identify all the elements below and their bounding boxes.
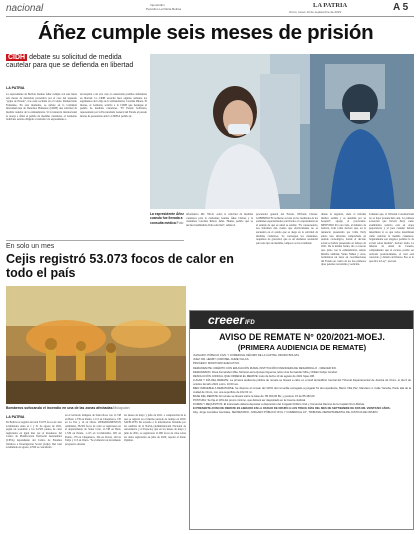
second-photo-caption (6, 406, 186, 410)
second-kicker: En solo un mes (6, 243, 55, 250)
second-photo (6, 286, 186, 404)
notice-line: El PRESENTE AVISO DE REMATE ES LIBRADO EN LA CIUDAD DE ORURO A LOS TRECE DÍAS DEL MES DE SEPTIEMBRE DE DOS MIL VEINTIUNO AÑOS. (193, 407, 391, 411)
main-caption-text: La expresidente Áñez cuando fue llevada a consulta médica (150, 212, 184, 225)
notice-logo-suffix: IFD (245, 320, 255, 326)
second-caption-text: Bomberos sofocando el incendio en una de las zonas afectadas (6, 406, 113, 410)
main-col-1 (6, 93, 77, 122)
main-col-6-text: Lamentó que, el Tribunal Constitucional no se haya pronunciado aún. La primera acusación que Devoli Patty como asambleísta todavía está en etapa preparatoria y el juez cautelar deberá determinar si es que todos determinan cómo solicitar la medida cautelares. Seguramente son alegatos pedidos la de acción sobre medida", declaró Lima. La defensa de Alain de Canedo, complementó que el recurso podría ser revisado posteriormente, el cual será conocido, y debería archivarse. Eso es lo que dice la Ley", aseveró. (369, 213, 414, 263)
main-col-5 (321, 213, 366, 267)
notice-subtitle: (PRIMERA AUDIENCIA DE REMATE) (237, 343, 367, 352)
notice-title: AVISO DE REMATE N° 020/2021-MOEJ. (219, 332, 385, 342)
notice-line: RESOLUCIÓN JUDICIAL QUE ORDENA EL REMATE: Auto de fecha 13 de agosto de 2021 fojas 108. (193, 374, 315, 378)
second-col-2 (65, 414, 121, 446)
second-col-1 (6, 421, 62, 450)
main-kicker (6, 54, 146, 71)
main-col-3-text: informativo MC 782-21 sobre la solicitud de medidas cautelares para la ciudadana Jeanine Áñez Chávez y la ciudadana Carolina Ribera Áñez. Hemos pedido que se declare inadmisible dicha solicitud", señaló el (186, 213, 253, 227)
second-col-1-text: En Bolivia se registró un total 53.073 focos de calor acumulados entre el 1 y 31 de agosto de 2021, según un sostenido a los 24.565 puntos de calor registrados en igual mes por el monitoreo del Centro de Planificación Territorial Autonómica (CPTA) dependiente del Centro de Estudios Jurídicos e Investigación Social (Cejis). Del total acumulado en agosto, 9.590 se concentran (6, 421, 62, 450)
notice-line: JUEZ: DR. HENRY CORONEL JAIME VILLCA. (193, 358, 250, 362)
second-caption-credit: /Mulapulan (112, 406, 130, 410)
notice-line: DEMANDANTE: CRÉDITO CON EDUCACIÓN RURAL INSTITUCIÓN FINANCIERA DE DESARROLLO - CRECER IFD. (193, 366, 337, 370)
second-col-2-text: en el territorio indígena de Santa Rosa con 11.748 en Beni, 1.539 en Pando, 1.115 en Chuquisaca, 130 en La Paz y 14 en Oruro. DEPARTAMENTOS Asimismo, 38.302 focos de calor se registraron en el departamento de Santa Cruz, 11.748 en Beni, 1.539 en Pando, 1.115 en Cochabamba, 495 en Pando, 178 en Chuquisaca, 164 en Potosí, 140 en Tarija y 113 en Oruro. "Se evidenció un incremento progresivo durante (65, 414, 121, 446)
section-label: nacional (6, 3, 44, 14)
main-col-4-text: procurador general del Estado, Wilfredo Chávez. GOBIERNO El Gobierno se basa en los resultados de los exámenes especializados practicados a la expresidenta en el sentido de que su salud es estable. "Es consecuencia, nos informan dan cuenta que efectivamente no se encuentra en el estado que se alega en la solicitud de medidas cautelares. Se convergen los elementos, requisitos de gravedad, que es un elemento sustancial para este tipo de medidas, tampoco se ha acreditado (256, 213, 318, 245)
second-byline: LA PATRIA (6, 415, 25, 419)
notice-line: Abg. Jorge Gonzáles Gonzáles, SECRETARIO, JUZGADO PÚBLICO CIVIL Y COMERCIAL 10°, TRIBUNAL DEPARTAMENTAL DE JUSTICIA DE ORURO. (193, 411, 379, 415)
main-col-4 (256, 213, 318, 245)
main-col-3 (186, 213, 253, 227)
main-col-5-text: ditado la urgencia, dado el informe médico estable y es atendida por su hospital", agregó el procurador. MINISTRO Por otro lado, el ministro de Justicia, Iván Lima declaró que, en la denuncia presentada por Lidia Patty existe una situación comprobada en sentido cronológico, donde el decreto actual se habría presentado en febrero de 2021. De la misma forma, dio a conocer que, junto con la exmandataria, Arturo Murillo también, Yerko Núñez y otras, formularon un tenor en coordinaciones del Estado en contra de los dos primeros tipos penales: terrorismo y sedición. (321, 213, 366, 267)
main-byline: LA PATRIA (6, 86, 25, 90)
cidh-tag: CIDH (8, 54, 26, 61)
main-col-1-text: La expresidente de Bolivia Jeanine Áñez cumple con este lunes seis meses de detención preventiva por el caso del supuesto "golpe de Estado", tras estar recluida en el Centro Penitenciario Femenino. En este momento, se debate en la Comisión Interamericana de Derechos Humanos (CIDH) una solicitud de medida cautelar de la exmandataria. Si la instancia internacional le otorga a Áñez el pedido de medidas cautelares, el Gobierno boliviano estaría obligado a trasladar a la expresidente a (6, 93, 77, 122)
notice-logo (208, 313, 255, 327)
notice-line: PROCESO: MONITORIO EJECUTIVO. (193, 362, 240, 366)
second-col-3-text: los meses de mayo y julio de 2021, a comparación de lo que se registró en el mismo periodo de tiempo en 2020. SATÉLITES De acuerdo a la información brindada por los satélites de la NASA (Administración Nacional de Aeronáutica y el Espacio), que en los meses de mayo y julio de 2021, se registraron 11.000 focos de calor sobre los datos registrados en julio de 2020, reportó el diario Opinión. (124, 414, 186, 443)
notice-line: BASE DEL REMATE: El remate se llevará sobre la base de: 85.360,00 Bs; y postura: 15 de 85.360,00. (193, 394, 316, 398)
main-photo-caption (150, 212, 184, 225)
notice-line: POSTURA: Se fija el 10% del precio mínimo, que deberá ser depositado en la Cuenta Judicial. (193, 398, 306, 402)
notice-line: JUZGADO: PÚBLICO CIVIL Y COMERCIAL DÉCIMO DE LA CAPITAL ORURO BOLIVIA. (193, 354, 300, 357)
main-headline: Áñez cumple seis meses de prisión (38, 21, 374, 44)
notice-line: BIEN INMUEBLE A REMATARSE: Se dispone el remate del 100% del inmueble entregado a juzgado 51 del expediente, Barrio Villa Paz, Manzano 4, Calle Yacuiba, Parte alta de la ciudad de Oruro, con una superficie de 162.00 m². (193, 386, 411, 394)
header-brand: LA PATRIA (313, 2, 348, 9)
header-divider (6, 16, 414, 17)
page-number: A 5 (393, 2, 409, 13)
header-dateline: Oruro, lunes 13 de septiembre de 2021 (289, 10, 342, 14)
main-col-6 (369, 213, 414, 263)
notice-line: LUGAR Y DÍA DEL REMATE: La primera audiencia pública de remate se llevará a cabo en el Hall del Edificio Central del Tribunal Departamental de Justicia de Oruro, el día 5 de octubre del año 2021 a Hrs. 10:00 am. (193, 379, 411, 386)
notice-line: FORMA Y REQUISITOS: El interesado deberá depositar a disposición del Juzgado Público Civil y Comercial Décimo de la Capital Oruro Bolivia. (193, 403, 365, 407)
main-col-2 (80, 93, 147, 118)
second-col-3 (124, 414, 186, 443)
main-caption-credit: /Foto (175, 220, 184, 225)
notice-line: DEMANDADO: Rosa Fernández Mita, Mónica Laura Quispe Figueroa, Elmo Ana Fernández Mita y Wilder Felipe Condori. (193, 370, 338, 374)
main-photo (150, 54, 414, 209)
notice-body (193, 354, 411, 416)
second-story-divider (6, 240, 184, 241)
notice-logo-text: creeer (208, 313, 245, 327)
second-headline: Cejis registró 53.073 focos de calor en todo el país (6, 252, 234, 280)
main-kicker-text: debate su solicitud de medida cautelar para que se defienda en libertad (6, 54, 134, 70)
header-center-top: Inpostridim (150, 3, 165, 7)
main-col-2-text: un hospital o un otro caso, la sustentaría posibles defenderse en libertad. La CIDH escuchó hace algunas semanas los argumentos de la hija de la exmandataria, Carolina Ribera. El martes, el Gobierno solicitó a la CIDH que deniegue el pedido de medidas cautelares. "El Estado boliviano, representado por la Procuraduría General del Estado el pasado martes ha presentado ante la CIDH el pedido de (80, 93, 148, 118)
header-center-bottom: Periódico La Patria Bolivia (146, 7, 182, 11)
auction-notice (189, 310, 414, 530)
